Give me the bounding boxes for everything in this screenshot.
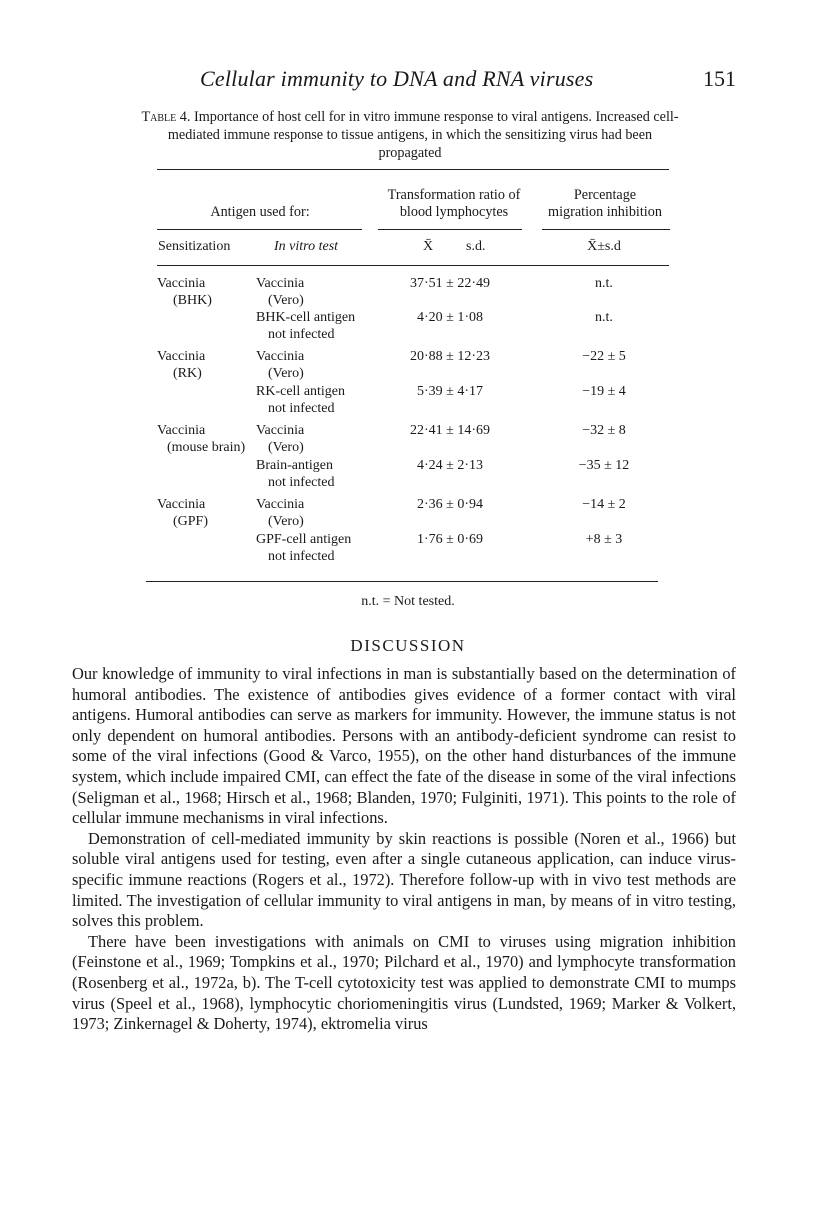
row-2-test-line1: BHK-cell antigen <box>256 310 356 325</box>
discussion-body <box>72 664 736 1035</box>
row-1-test-line2: (Vero) <box>268 293 304 308</box>
header-percentage-line2: migration inhibition <box>548 204 662 220</box>
subheader-in-vitro-test: In vitro test <box>274 239 339 254</box>
row-1-test-line1: Vaccinia <box>256 276 305 291</box>
row-4-test-line2: not infected <box>268 401 335 416</box>
row-3-test-line2: (Vero) <box>268 366 304 381</box>
subheader-sd: s.d. <box>466 239 486 254</box>
running-title: Cellular immunity to DNA and RNA viruses <box>200 66 594 91</box>
row-7-sensitization-line2: (GPF) <box>173 514 209 529</box>
section-heading: DISCUSSION <box>350 636 466 655</box>
header-transformation-line1: Transformation ratio of <box>387 187 521 203</box>
row-7-test <box>256 496 304 530</box>
row-5-test <box>256 422 304 456</box>
discussion-paragraph: Demonstration of cell-mediated immunity by skin reactions is possible (Noren et al., 1966) but soluble viral antigens used for testing, even after a single cutaneous application, can induce virus-specific immune reactions (Rogers et al., 1972). Therefore follow-up with in vivo test methods are limited. The investigation of cellular immunity to viral antigens in man, by means of in vitro testing, solves this problem. <box>72 828 736 931</box>
row-5-migration: −32 ± 8 <box>582 423 626 438</box>
header-antigen-used-for <box>160 204 360 221</box>
row-5-sensitization <box>157 422 245 456</box>
subheader-rule <box>157 265 669 266</box>
row-8-test-line2: not infected <box>268 549 335 564</box>
row-6-transformation: 4·24 ± 2·13 <box>416 458 483 473</box>
table-top-rule <box>157 169 669 170</box>
row-3-migration: −22 ± 5 <box>582 349 626 364</box>
row-3-sensitization <box>157 348 205 382</box>
row-4-transformation: 5·39 ± 4·17 <box>416 384 483 399</box>
row-3-transformation: 20·88 ± 12·23 <box>409 349 490 364</box>
table-bottom-rule <box>146 581 658 582</box>
table-caption <box>140 108 680 162</box>
row-8-test <box>256 531 351 565</box>
row-7-transformation: 2·36 ± 0·94 <box>416 497 483 512</box>
row-5-sensitization-line1: Vaccinia <box>157 423 206 438</box>
row-1-sensitization-line2: (BHK) <box>173 293 212 308</box>
subheader-mean: X̄ <box>423 239 434 254</box>
row-3-test-line1: Vaccinia <box>256 349 305 364</box>
header-transformation-line2: blood lymphocytes <box>399 204 509 220</box>
row-1-sensitization <box>157 275 212 309</box>
header-underline-antigen <box>157 229 362 230</box>
row-4-test <box>256 383 345 417</box>
row-1-migration: n.t. <box>595 276 613 291</box>
row-3-test <box>256 348 304 382</box>
header-percentage <box>538 187 672 221</box>
row-4-migration: −19 ± 4 <box>582 384 626 399</box>
header-percentage-line1: Percentage <box>573 187 637 203</box>
page-number: 151 <box>703 66 736 91</box>
row-1-sensitization-line1: Vaccinia <box>157 276 206 291</box>
table-caption-label: Table 4. <box>141 109 191 125</box>
page-header <box>0 66 816 96</box>
row-3-sensitization-line1: Vaccinia <box>157 349 206 364</box>
row-2-transformation: 4·20 ± 1·08 <box>416 310 483 325</box>
row-6-test-line1: Brain-antigen <box>256 458 333 473</box>
header-transformation <box>372 187 536 221</box>
table-footnote: n.t. = Not tested. <box>361 594 455 609</box>
row-7-sensitization <box>157 496 208 530</box>
row-3-sensitization-line2: (RK) <box>173 366 202 381</box>
row-2-test <box>256 309 355 343</box>
row-6-migration: −35 ± 12 <box>578 458 630 473</box>
row-8-test-line1: GPF-cell antigen <box>256 532 352 547</box>
row-5-transformation: 22·41 ± 14·69 <box>409 423 490 438</box>
row-5-sensitization-line2: (mouse brain) <box>167 440 246 455</box>
row-4-test-line1: RK-cell antigen <box>256 384 346 399</box>
row-8-migration: +8 ± 3 <box>585 532 623 547</box>
subheader-sensitization: Sensitization <box>158 239 231 254</box>
row-8-transformation: 1·76 ± 0·69 <box>416 532 483 547</box>
row-6-test-line2: not infected <box>268 475 335 490</box>
discussion-paragraph: There have been investigations with animals on CMI to viruses using migration inhibition (Feinstone et al., 1969; Tompkins et al., 1970; Pilchard et al., 1970) and lymphocyte transformation (Rosenberg et al., 1972a, b). The T-cell cytotoxicity test was applied to demonstrate CMI to mumps virus (Speel et al., 1968), lymphocytic choriomeningitis virus (Lundsted, 1969; Marker & Volkert, 1973; Zinkernagel & Doherty, 1974), ektromelia virus <box>72 931 736 1034</box>
header-antigen-used-for-text: Antigen used for: <box>210 204 310 220</box>
subheader-mean-pm-sd: X̄±s.d <box>587 239 621 254</box>
row-5-test-line1: Vaccinia <box>256 423 305 438</box>
table-caption-text: Importance of host cell for in vitro immune response to viral antigens. Increased cell-mediated immune response to tissue antigens, in which the sensitizing virus had been propagated <box>167 109 679 161</box>
row-5-test-line2: (Vero) <box>268 440 304 455</box>
row-7-migration: −14 ± 2 <box>582 497 626 512</box>
header-underline-percentage <box>542 229 670 230</box>
row-2-test-line2: not infected <box>268 327 335 342</box>
row-7-test-line1: Vaccinia <box>256 497 305 512</box>
row-2-migration: n.t. <box>595 310 613 325</box>
discussion-paragraph: Our knowledge of immunity to viral infections in man is substantially based on the determination of humoral antibodies. The existence of antibodies gives evidence of a former contact with viral antigens. Humoral antibodies can serve as markers for immunity. However, the immune status is not only dependent on humoral antibodies. Persons with an antibody-deficient syndrome can resist to some of the viral infections (Good & Varco, 1955), on the other hand disturbances of the immune system, which include impaired CMI, can effect the fate of the disease in some of the viral infections (Seligman et al., 1968; Hirsch et al., 1968; Blanden, 1970; Fulginiti, 1971). This points to the role of cellular immune mechanisms in viral infections. <box>72 664 736 828</box>
row-6-test <box>256 457 334 491</box>
header-underline-transformation <box>378 229 522 230</box>
row-7-test-line2: (Vero) <box>268 514 304 529</box>
row-7-sensitization-line1: Vaccinia <box>157 497 206 512</box>
row-1-test <box>256 275 304 309</box>
row-1-transformation: 37·51 ± 22·49 <box>409 276 490 291</box>
